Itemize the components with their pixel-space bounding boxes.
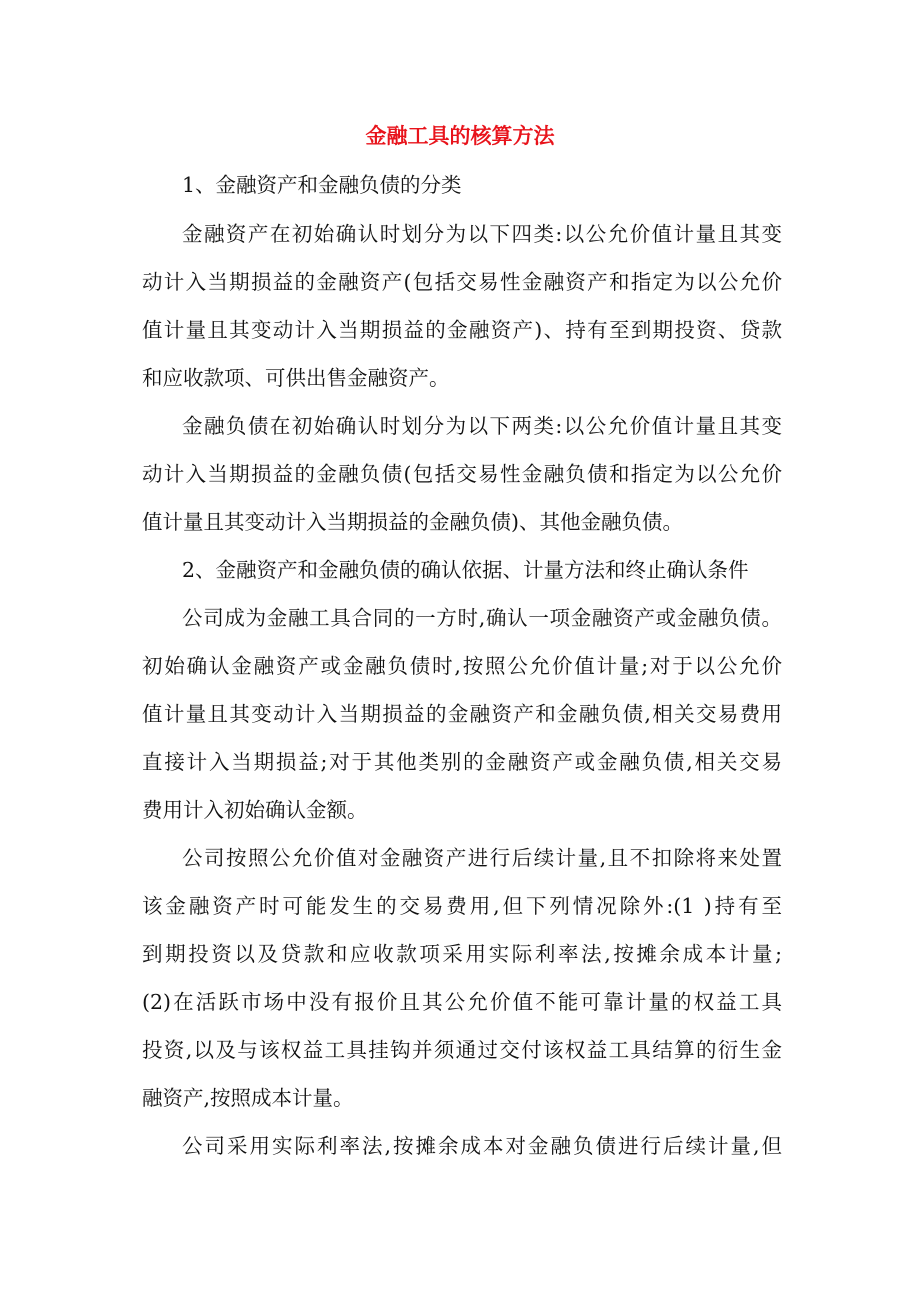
text-line: 值计量且其变动计入当期损益的金融资产)、持有至到期投资、贷款 (142, 318, 782, 342)
text-line: 值计量且其变动计入当期损益的金融负债)、其他金融负债。 (142, 510, 683, 534)
text-line: 融资产,按照成本计量。 (142, 1086, 354, 1110)
text-line: (2)在活跃市场中没有报价且其公允价值不能可靠计量的权益工具 (142, 990, 782, 1014)
heading-1: 1、金融资产和金融负债的分类 (182, 173, 462, 197)
text-line: 直接计入当期损益;对于其他类别的金融资产或金融负债,相关交易 (142, 750, 782, 774)
text-line: 值计量且其变动计入当期损益的金融资产和金融负债,相关交易费用 (142, 702, 782, 726)
text-line: 投资,以及与该权益工具挂钩并须通过交付该权益工具结算的衍生金 (142, 1038, 782, 1062)
text-line: 公司采用实际利率法,按摊余成本对金融负债进行后续计量,但 (182, 1134, 782, 1158)
text-line: 和应收款项、可供出售金融资产。 (142, 366, 450, 390)
document-title: 金融工具的核算方法 (365, 124, 555, 148)
text-line: 动计入当期损益的金融负债(包括交易性金融负债和指定为以公允价 (142, 462, 782, 486)
text-line: 该金融资产时可能发生的交易费用,但下列情况除外:(1 )持有至 (142, 894, 782, 918)
text-line: 初始确认金融资产或金融负债时,按照公允价值计量;对于以公允价 (142, 654, 782, 678)
text-line: 金融负债在初始确认时划分为以下两类:以公允价值计量且其变 (182, 414, 782, 438)
text-line: 到期投资以及贷款和应收款项采用实际利率法,按摊余成本计量; (142, 942, 782, 966)
text-line: 动计入当期损益的金融资产(包括交易性金融资产和指定为以公允价 (142, 270, 782, 294)
text-line: 金融资产在初始确认时划分为以下四类:以公允价值计量且其变 (182, 222, 782, 246)
heading-2: 2、金融资产和金融负债的确认依据、计量方法和终止确认条件 (182, 558, 749, 582)
text-line: 公司成为金融工具合同的一方时,确认一项金融资产或金融负债。 (182, 606, 782, 630)
text-line: 公司按照公允价值对金融资产进行后续计量,且不扣除将来处置 (182, 846, 782, 870)
text-line: 费用计入初始确认金额。 (142, 798, 368, 822)
